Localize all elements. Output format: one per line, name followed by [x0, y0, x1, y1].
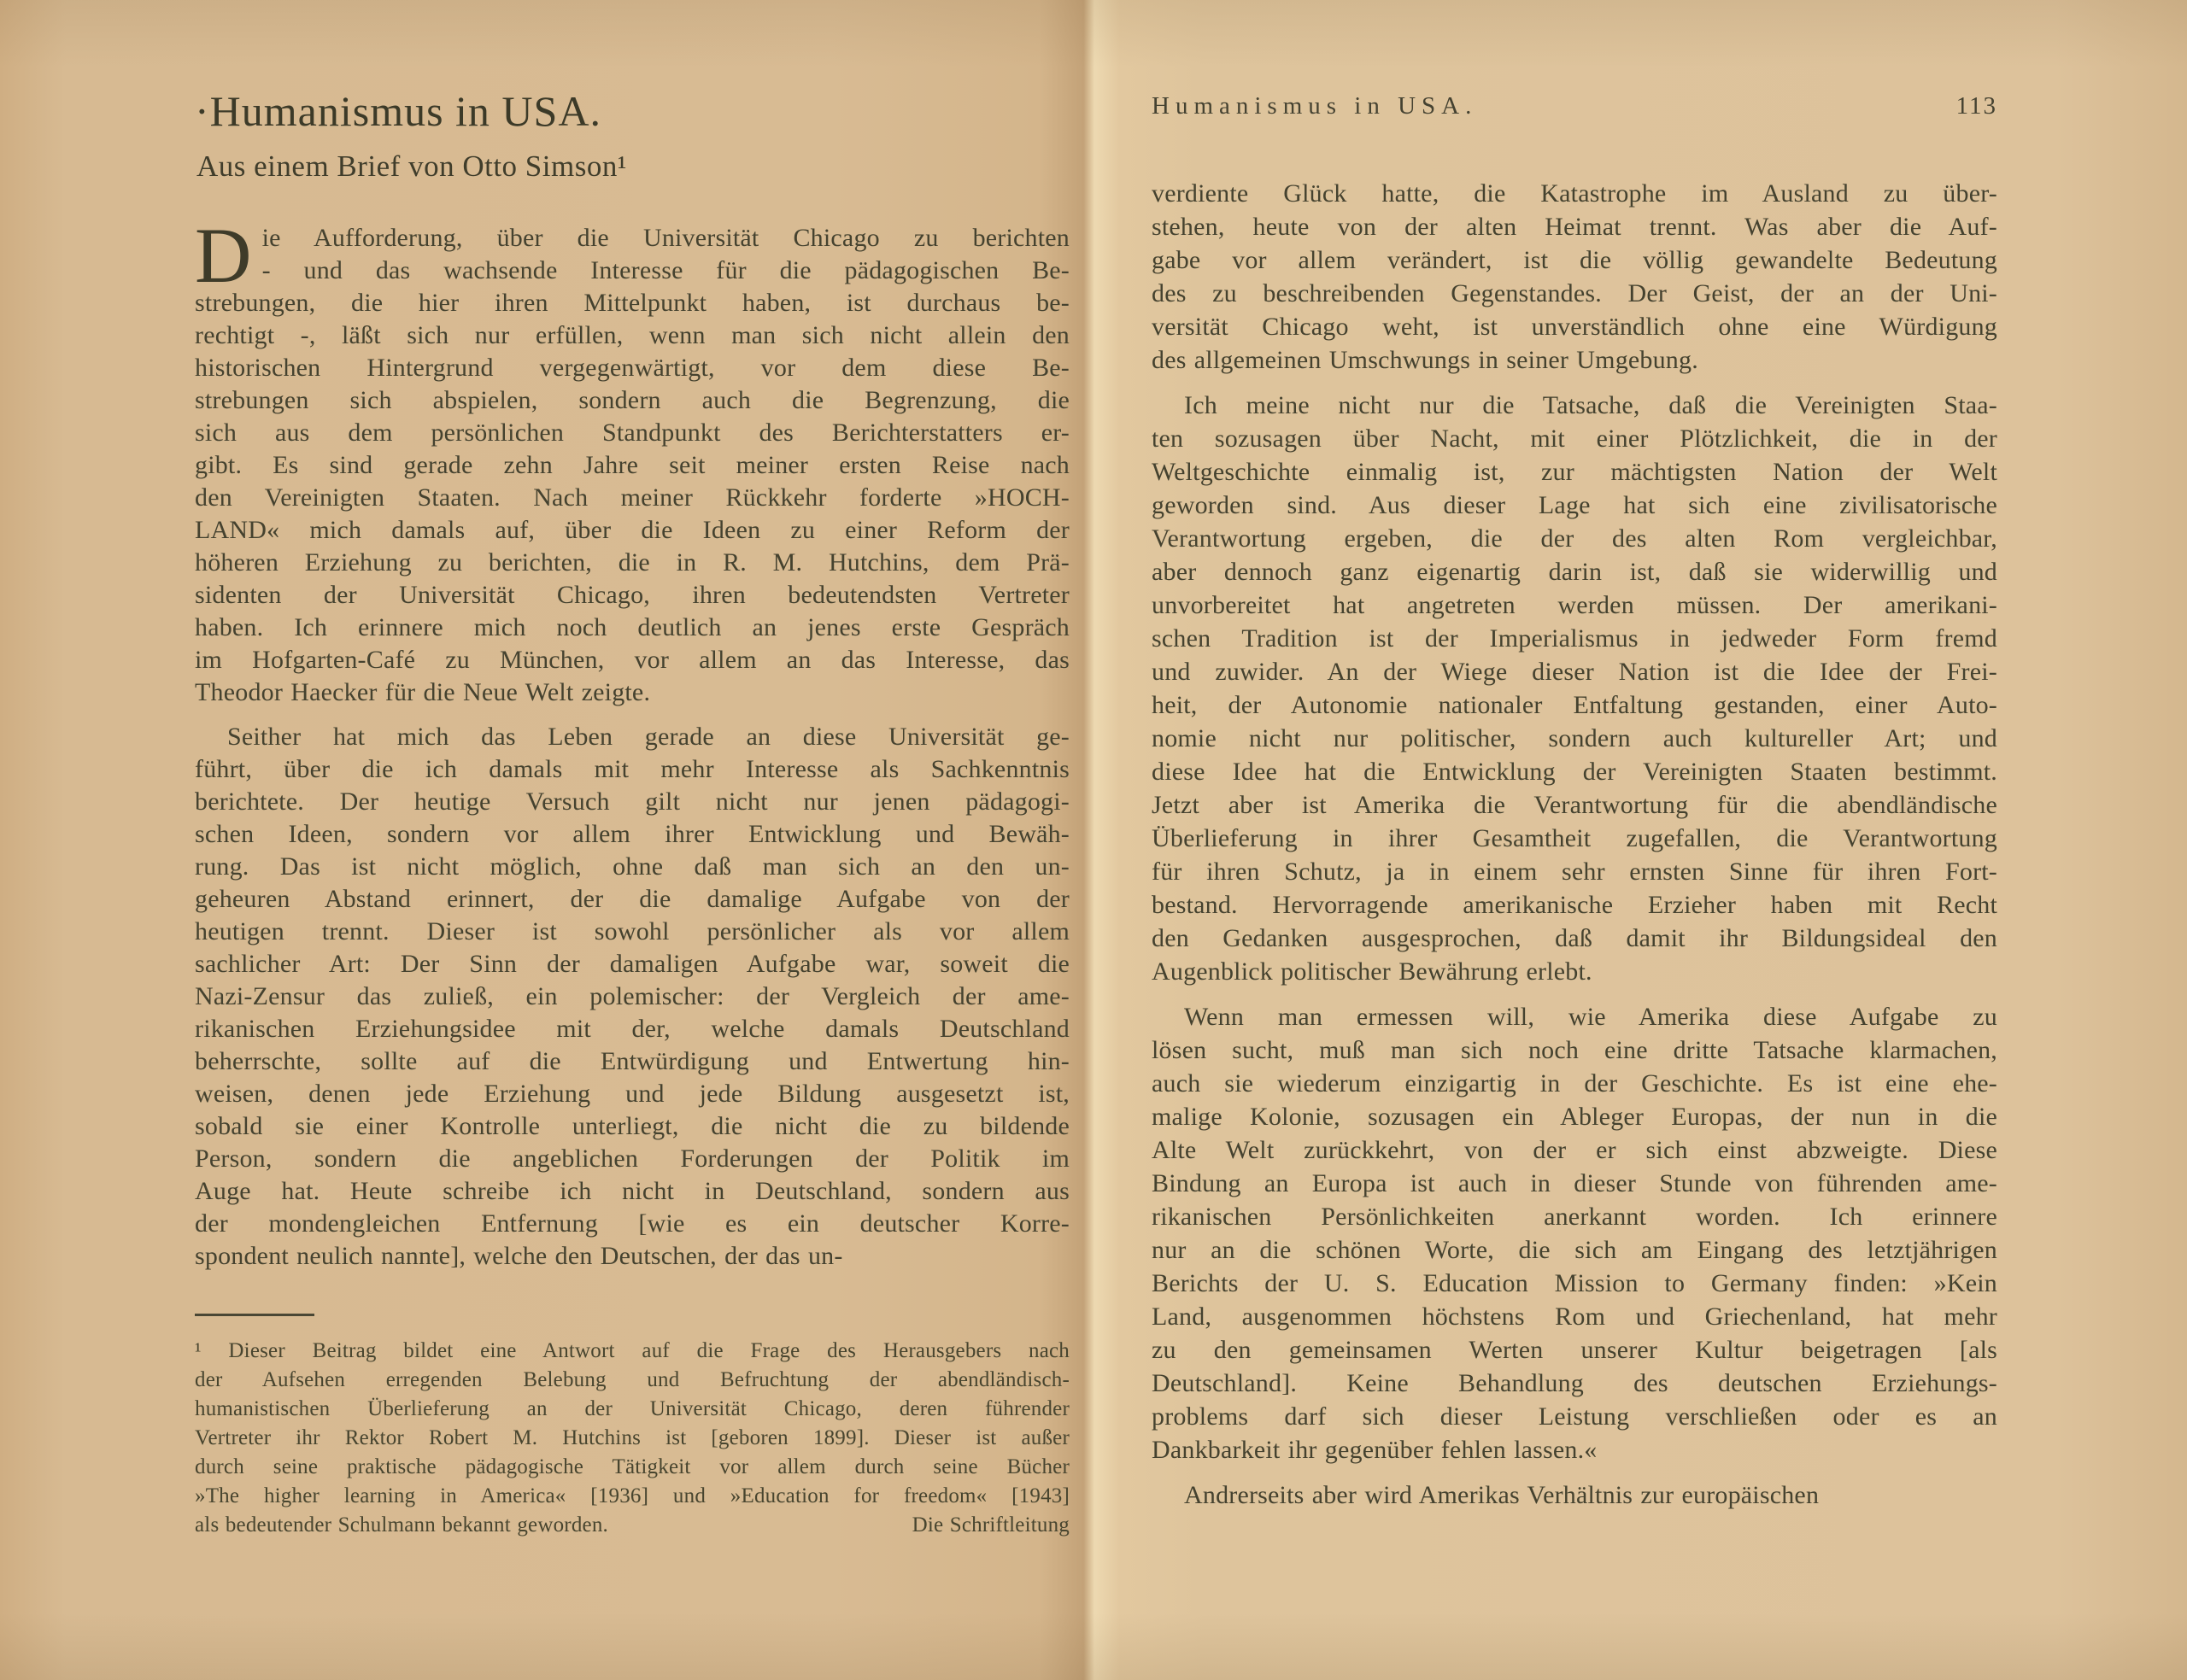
- footnote-line: Vertreter ihr Rektor Robert M. Hutchins ist [geboren 1899]. Dieser ist außer: [195, 1426, 1070, 1449]
- text-line: sidenten der Universität Chicago, ihren bedeutendsten Vertreter: [195, 581, 1070, 609]
- text-line: Deutschland]. Keine Behandlung des deutschen Erziehungs-: [1152, 1369, 1997, 1397]
- text-line: nomie nicht nur politischer, sondern auch kultureller Art; und: [1152, 724, 1997, 752]
- text-line: höheren Erziehung zu berichten, die in R. M. Hutchins, dem Prä-: [195, 548, 1070, 577]
- text-line: unvorbereitet hat angetreten werden müssen. Der amerikani-: [1152, 591, 1997, 619]
- text-line: bestand. Hervorragende amerikanische Erzieher haben mit Recht: [1152, 891, 1997, 919]
- text-line: gibt. Es sind gerade zehn Jahre seit meiner ersten Reise nach: [195, 451, 1070, 479]
- drop-cap: D: [195, 212, 252, 299]
- footnote-separator: [195, 1314, 314, 1316]
- text-line: problems darf sich dieser Leistung verschließen oder es an: [1152, 1402, 1997, 1431]
- paragraph: [1152, 177, 1997, 377]
- footnote-line: ¹ Dieser Beitrag bildet eine Antwort auf die Frage des Herausgebers nach: [195, 1339, 1070, 1362]
- text-line: für ihren Schutz, ja in einem sehr ernsten Sinne für ihren Fort-: [1152, 858, 1997, 886]
- paragraph: [1152, 1000, 1997, 1466]
- footnote-line: »The higher learning in America« [1936] und »Education for freedom« [1943]: [195, 1484, 1070, 1507]
- text-line: Augenblick politischer Bewährung erlebt.: [1152, 957, 1592, 986]
- text-line: Auge hat. Heute schreibe ich nicht in Deutschland, sondern aus: [195, 1177, 1070, 1205]
- text-line: strebungen sich abspielen, sondern auch die Begrenzung, die: [195, 386, 1070, 414]
- text-line: und zuwider. An der Wiege dieser Nation ist die Idee der Frei-: [1152, 658, 1997, 686]
- text-line: den Gedanken ausgesprochen, daß damit ihr Bildungsideal den: [1152, 924, 1997, 952]
- paragraph: [195, 721, 1070, 1273]
- footnote-signature: Die Schriftleitung: [912, 1513, 1070, 1537]
- text-line: Bindung an Europa ist auch in dieser Stunde von führenden ame-: [1152, 1169, 1997, 1197]
- text-line: Nazi-Zensur das zuließ, ein polemischer: der Vergleich der ame-: [195, 982, 1070, 1010]
- text-line: diese Idee hat die Entwicklung der Vereinigten Staaten bestimmt.: [1152, 758, 1997, 786]
- text-line: im Hofgarten-Café zu München, vor allem an das Interesse, das: [195, 646, 1070, 674]
- text-line: rikanischen Persönlichkeiten anerkannt worden. Ich erinnere: [1152, 1203, 1997, 1231]
- footnote-line: der Aufsehen erregenden Belebung und Befruchtung der abendländisch-: [195, 1368, 1070, 1391]
- paragraph: [1152, 389, 1997, 988]
- page-right: [1152, 0, 1997, 1512]
- running-header: [1152, 92, 1997, 120]
- text-line: Verantwortung ergeben, die der des alten Rom vergleichbar,: [1152, 524, 1997, 553]
- text-line: schen Ideen, sondern vor allem ihrer Entwicklung und Bewäh-: [195, 820, 1070, 848]
- page-number: 113: [1955, 92, 1997, 120]
- footnote-closing-text: als bedeutender Schulmann bekannt geworden.: [195, 1513, 608, 1537]
- text-line: schen Tradition ist der Imperialismus in jedweder Form fremd: [1152, 624, 1997, 653]
- text-line: sachlicher Art: Der Sinn der damaligen Aufgabe war, soweit die: [195, 950, 1070, 978]
- text-line: Alte Welt zurückkehrt, von der er sich einst abzweigte. Diese: [1152, 1136, 1997, 1164]
- page-left: [195, 0, 1070, 1540]
- text-line: stehen, heute von der alten Heimat trennt. Was aber die Auf-: [1152, 213, 1997, 241]
- text-line: historischen Hintergrund vergegenwärtigt, vor dem diese Be-: [195, 354, 1070, 382]
- text-line: rechtigt -, läßt sich nur erfüllen, wenn man sich nicht allein den: [195, 321, 1070, 349]
- text-line: rung. Das ist nicht möglich, ohne daß man sich an den un-: [195, 852, 1070, 881]
- text-line: Jetzt aber ist Amerika die Verantwortung für die abendländische: [1152, 791, 1997, 819]
- text-line: gabe vor allem verändert, ist die völlig gewandelte Bedeutung: [1152, 246, 1997, 274]
- text-line: haben. Ich erinnere mich noch deutlich an jenes erste Gespräch: [195, 613, 1070, 641]
- text-line: des allgemeinen Umschwungs in seiner Umgebung.: [1152, 346, 1698, 374]
- text-line: auch sie wiederum einzigartig in der Geschichte. Es ist eine ehe-: [1152, 1069, 1997, 1098]
- text-line: verdiente Glück hatte, die Katastrophe im Ausland zu über-: [1152, 179, 1997, 208]
- text-line: des zu beschreibenden Gegenstandes. Der Geist, der an der Uni-: [1152, 279, 1997, 307]
- text-line: sobald sie einer Kontrolle unterliegt, die nicht die zu bildende: [195, 1112, 1070, 1140]
- text-line: Theodor Haecker für die Neue Welt zeigte.: [195, 678, 651, 706]
- text-line: Wenn man ermessen will, wie Amerika diese Aufgabe zu: [1184, 1003, 1997, 1031]
- text-line: sich aus dem persönlichen Standpunkt des Berichterstatters er-: [195, 419, 1070, 447]
- article-subtitle: Aus einem Brief von Otto Simson¹: [196, 149, 627, 183]
- running-header-title: Humanismus in USA.: [1152, 92, 1478, 120]
- right-body-text: [1152, 177, 1997, 1512]
- text-line: lösen sucht, muß man sich noch eine dritte Tatsache klarmachen,: [1152, 1036, 1997, 1064]
- text-line: beherrschte, sollte auf die Entwürdigung und Entwertung hin-: [195, 1047, 1070, 1075]
- text-line: LAND« mich damals auf, über die Ideen zu einer Reform der: [195, 516, 1070, 544]
- text-line: - und das wachsende Interesse für die pädagogischen Be-: [261, 256, 1070, 284]
- text-line: Weltgeschichte einmalig ist, zur mächtigsten Nation der Welt: [1152, 458, 1997, 486]
- text-line: den Vereinigten Staaten. Nach meiner Rückkehr forderte »HOCH-: [195, 483, 1070, 512]
- text-line: nur an die schönen Worte, die sich am Eingang des letztjährigen: [1152, 1236, 1997, 1264]
- text-line: Überlieferung in ihrer Gesamtheit zugefallen, die Verantwortung: [1152, 824, 1997, 852]
- text-line: heit, der Autonomie nationaler Entfaltung gestanden, einer Auto-: [1152, 691, 1997, 719]
- footnote-last-line: [195, 1511, 1070, 1540]
- text-line: strebungen, die hier ihren Mittelpunkt haben, ist durchaus be-: [195, 289, 1070, 317]
- text-line: heutigen trennt. Dieser ist sowohl persönlicher als vor allem: [195, 917, 1070, 945]
- text-line: malige Kolonie, sozusagen ein Ableger Europas, der nun in die: [1152, 1103, 1997, 1131]
- text-line: führt, über die ich damals mit mehr Interesse als Sachkenntnis: [195, 755, 1070, 783]
- text-line: Ich meine nicht nur die Tatsache, daß die Vereinigten Staa-: [1184, 391, 1997, 419]
- text-line: versität Chicago weht, ist unverständlich ohne eine Würdigung: [1152, 313, 1997, 341]
- article-title: ·Humanismus in USA.: [195, 87, 601, 135]
- text-line: zu den gemeinsamen Werten unserer Kultur beigetragen [als: [1152, 1336, 1997, 1364]
- text-line: Andrerseits aber wird Amerikas Verhältnis zur europäischen: [1184, 1481, 1820, 1509]
- text-line: ie Aufforderung, über die Universität Chicago zu berichten: [261, 224, 1070, 252]
- text-line: Berichts der U. S. Education Mission to Germany finden: »Kein: [1152, 1269, 1997, 1297]
- text-line: Person, sondern die angeblichen Forderungen der Politik im: [195, 1144, 1070, 1173]
- text-line: berichtete. Der heutige Versuch gilt nicht nur jenen pädagogi-: [195, 787, 1070, 816]
- text-line: ten sozusagen über Nacht, mit einer Plötzlichkeit, die in der: [1152, 424, 1997, 453]
- paragraph: [195, 212, 1070, 709]
- text-line: spondent neulich nannte], welche den Deutschen, der das un-: [195, 1242, 843, 1270]
- text-line: geworden sind. Aus dieser Lage hat sich eine zivilisatorische: [1152, 491, 1997, 519]
- paragraph: [1152, 1478, 1997, 1512]
- footnote-lines: [195, 1337, 1070, 1511]
- left-body-text: [195, 212, 1070, 1273]
- text-line: der mondengleichen Entfernung [wie es ein deutscher Korre-: [195, 1209, 1070, 1238]
- text-line: aber dennoch ganz eigenartig darin ist, daß sie widerwillig und: [1152, 558, 1997, 586]
- text-line: weisen, denen jede Erziehung und jede Bildung ausgesetzt ist,: [195, 1080, 1070, 1108]
- footnote-line: durch seine praktische pädagogische Tätigkeit vor allem durch seine Bücher: [195, 1455, 1070, 1478]
- footnote-line: humanistischen Überlieferung an der Universität Chicago, deren führender: [195, 1397, 1070, 1420]
- text-line: geheuren Abstand erinnert, der die damalige Aufgabe von der: [195, 885, 1070, 913]
- text-line: rikanischen Erziehungsidee mit der, welche damals Deutschland: [195, 1015, 1070, 1043]
- footnote: [195, 1337, 1070, 1540]
- text-line: Seither hat mich das Leben gerade an diese Universität ge-: [227, 723, 1070, 751]
- text-line: Dankbarkeit ihr gegenüber fehlen lassen.«: [1152, 1436, 1598, 1464]
- text-line: Land, ausgenommen höchstens Rom und Griechenland, hat mehr: [1152, 1302, 1997, 1331]
